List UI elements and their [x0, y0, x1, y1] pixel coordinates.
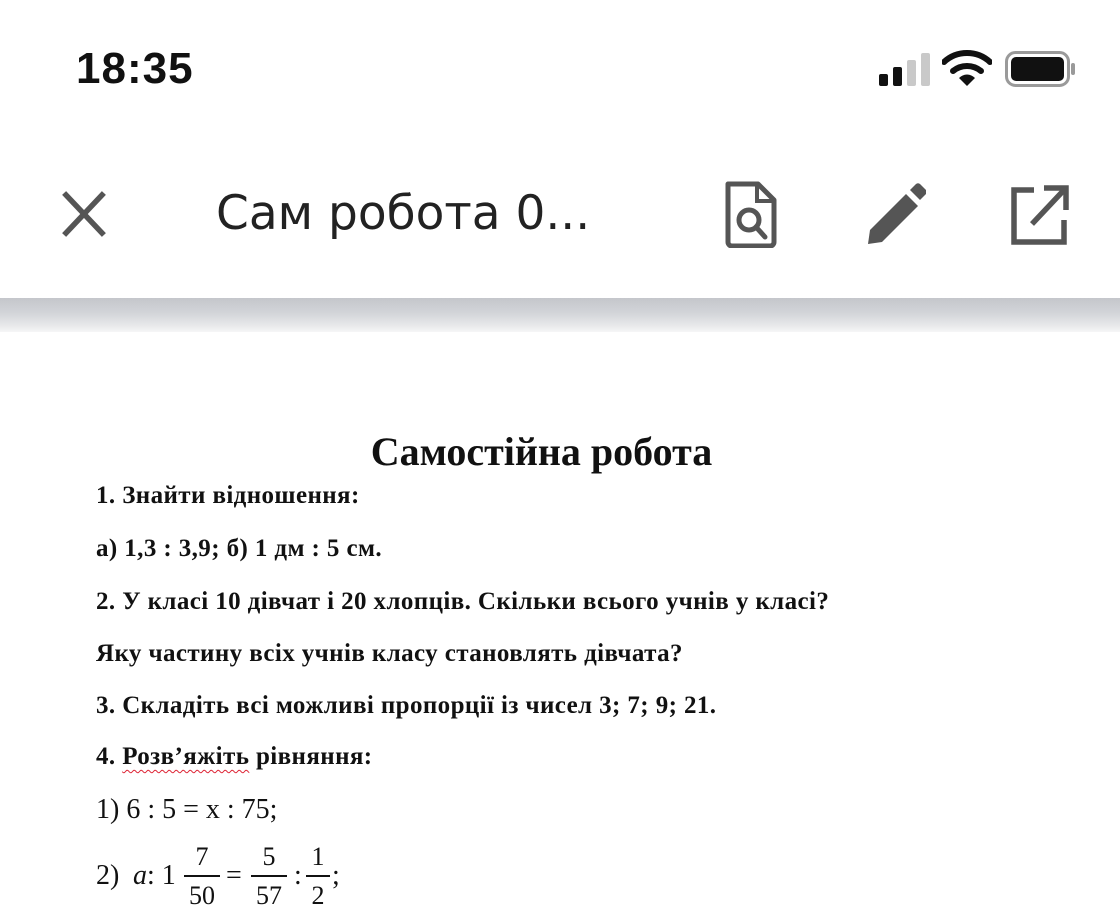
- status-bar: [0, 0, 1120, 130]
- eq2-colon1: : 1: [147, 860, 176, 891]
- task-3: 3. Складіть всі можливі пропорції із чисел 3; 7; 9; 21.: [96, 692, 717, 719]
- pencil-edit-icon[interactable]: [862, 180, 926, 248]
- task-4-prefix: 4.: [96, 743, 123, 770]
- eq2-colon2: :: [294, 860, 302, 891]
- task-4-title: [96, 743, 373, 771]
- doc-heading: Самостійна робота: [370, 429, 713, 474]
- task-1-body: а) 1,3 : 3,9; б) 1 дм : 5 см.: [96, 535, 383, 562]
- task-1-title: 1. Знайти відношення:: [96, 482, 360, 509]
- battery-icon: [1005, 51, 1077, 87]
- task-4-suffix: рівняння:: [249, 743, 373, 770]
- find-in-document-icon[interactable]: [718, 180, 782, 248]
- open-external-icon[interactable]: [1006, 180, 1070, 248]
- document-page[interactable]: [0, 332, 1120, 920]
- toolbar-shadow: [0, 298, 1120, 332]
- eq2-end: ;: [332, 860, 340, 891]
- task-2-line-2: Яку частину всіх учнів класу становлять дівчата?: [96, 640, 683, 667]
- task-2-line-1: 2. У класі 10 дівчат і 20 хлопців. Скільки всього учнів у класі?: [96, 588, 830, 615]
- fraction-2: 5 57: [251, 842, 287, 911]
- wifi-icon: [942, 48, 992, 88]
- equation-1: 1) 6 : 5 = x : 75;: [96, 794, 278, 825]
- document-title: Сам робота 0...: [216, 186, 591, 241]
- spellcheck-word: Розв’яжіть: [122, 743, 250, 770]
- fraction-1: 7 50: [184, 842, 220, 911]
- status-time: 18:35: [76, 44, 194, 93]
- eq2-prefix: 2): [96, 860, 120, 891]
- eq2-var: a: [133, 860, 147, 891]
- eq2-equals: =: [226, 860, 242, 891]
- fraction-3: 1 2: [306, 842, 330, 911]
- close-icon[interactable]: [56, 183, 112, 245]
- cellular-signal-icon: [879, 52, 931, 86]
